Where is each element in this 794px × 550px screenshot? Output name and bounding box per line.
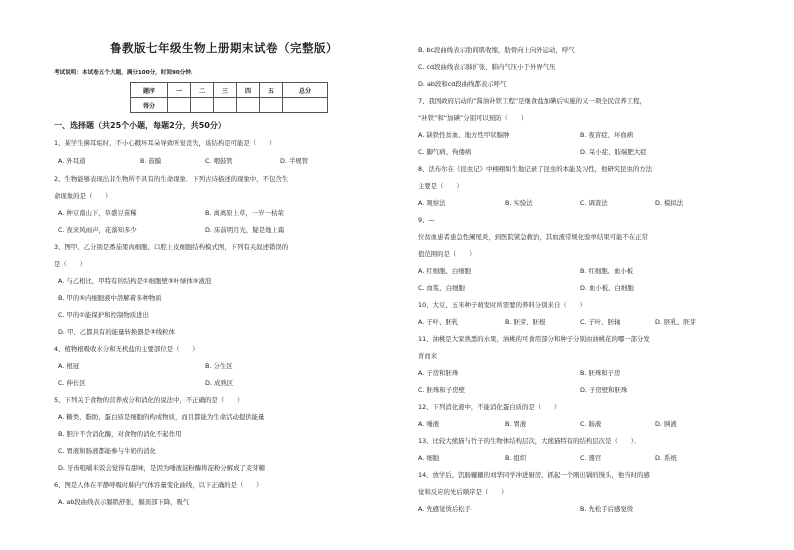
table-cell xyxy=(168,98,191,113)
option: C. 咽鼓管 xyxy=(205,157,233,165)
table-cell xyxy=(283,98,328,113)
option: A. 与乙相比，甲特有的结构是①细胞壁③叶绿体⑤液泡 xyxy=(58,277,212,285)
option: D. 甲、乙都具有的能量转换器是③线粒体 xyxy=(58,328,175,336)
table-cell: 一 xyxy=(168,83,191,98)
table-cell: 得分 xyxy=(131,98,168,113)
option: C. 器官 xyxy=(580,454,602,462)
option: A. ab段曲线表示膈肌舒张，膈顶部下降，吸气 xyxy=(58,498,190,506)
option: B. 红细胞、血小板 xyxy=(580,267,634,275)
question-text: 育而来 xyxy=(418,352,438,360)
question-text: 14、放学后，饥肠辘辘的刘华同学冲进厨房，抓起一个刚出锅的馒头，他当时的感 xyxy=(418,471,650,479)
option: B. bc段曲线表示肋间肌收缩，肋骨向上向外运动，呼气 xyxy=(418,46,575,54)
option: B. 胆汁不含消化酶，对食物的消化不起作用 xyxy=(58,430,182,438)
option: B. 鼓膜 xyxy=(140,157,162,165)
option: C. 血浆、白细胞 xyxy=(418,284,465,292)
table-cell: 题序 xyxy=(131,83,168,98)
option: B. 组织 xyxy=(505,454,527,462)
option: A. 外耳道 xyxy=(58,157,86,165)
option: C. 肠液 xyxy=(580,420,602,428)
option: D. 呆小症、肢端肥大症 xyxy=(580,148,647,156)
option: C. 子叶、胚轴 xyxy=(580,318,621,326)
question-text: 5、下列关于食物的营养成分和消化的说法中，不正确的是（ ） xyxy=(54,396,244,404)
option: D. 成熟区 xyxy=(205,379,234,387)
question-text: 11、油桃是大家熟悉的水果，油桃的可食用部分和种子分别由油桃花的哪一部分发 xyxy=(418,335,650,343)
option: B. 实验法 xyxy=(505,199,533,207)
option: B. 胚芽、胚根 xyxy=(505,318,546,326)
option: D. 胰液 xyxy=(655,420,677,428)
option: C. 甲的①能保护和控制物质进出 xyxy=(58,311,149,319)
option: A. 先感觉烫后松手 xyxy=(418,505,472,513)
option: D. 半规管 xyxy=(280,157,309,165)
option: D. 牙齿咀嚼米饭会觉得有甜味，是因为唾液淀粉酶将淀粉分解成了麦芽糖 xyxy=(58,464,266,472)
option: A. 唾液 xyxy=(418,420,440,428)
table-row xyxy=(131,83,328,98)
option: C. cd段曲线表示肺扩张，肺内气压小于外界气压 xyxy=(418,63,556,71)
table-cell: 二 xyxy=(191,83,214,98)
option: A. 种豆南山下，草盛豆苗稀 xyxy=(58,209,137,217)
question-text: “补铁”和“加碘”分别可以预防（ ） xyxy=(418,114,528,122)
question-text: 13、比较大熊猫与竹子的生物体结构层次，大熊猫特有的结构层次是（ ）． xyxy=(418,437,641,445)
option: C. 脚气病、佝偻病 xyxy=(418,148,472,156)
option: D. 床前明月光，疑是地上霜 xyxy=(205,226,285,234)
question-text: 3、图甲、乙分别是番茄果肉细胞、口腔上皮细胞结构模式图，下列有关叙述错误的 xyxy=(54,243,289,251)
option: A. 糖类、脂肪、蛋白质是细胞的构成物质，而且都能为生命活动提供能量 xyxy=(58,413,265,421)
table-cell: 总分 xyxy=(283,83,328,98)
option: A. 子房和胚珠 xyxy=(418,369,459,377)
option: D. 血小板、白细胞 xyxy=(580,284,634,292)
option: B. 胚珠和子房 xyxy=(580,369,621,377)
option: D. 系统 xyxy=(655,454,677,462)
question-text: 值范围的是（ ） xyxy=(418,250,476,258)
option: B. 胃液 xyxy=(505,420,527,428)
option: C. 胚珠和子房壁 xyxy=(418,386,465,394)
question-text: 1、某学生擤耳垢时，不小心戳坏耳朵导致听觉丧失，该结构是可能是（ ） xyxy=(54,139,276,147)
question-text: 是（ ） xyxy=(54,260,86,268)
option: D. 模拟法 xyxy=(655,199,684,207)
option: C. 调查法 xyxy=(580,199,608,207)
question-text: 8、法布尔在《昆虫记》中栩栩如生地记录了昆虫的本能及习性，他研究昆虫的方法 xyxy=(418,165,653,173)
page-title: 鲁教版七年级生物上册期末试卷（完整版） xyxy=(110,41,338,55)
question-text: 9、— xyxy=(418,216,435,224)
question-text: 命现象的是（ ） xyxy=(54,192,112,200)
option: A. 细胞 xyxy=(418,454,440,462)
question-text: 10、大豆、玉米种子萌发时所需要的养料分别来自（ ） xyxy=(418,301,586,309)
table-cell xyxy=(260,98,283,113)
option: D. ab段和cd段曲线都表示呼气 xyxy=(418,80,507,88)
option: C. 胃液和肠液都能参与牛奶的消化 xyxy=(58,447,156,455)
option: B. 夜盲症、坏血病 xyxy=(580,131,634,139)
option: C. 夜来风雨声，花落知多少 xyxy=(58,226,137,234)
question-text: 6、图是人体在平静呼吸时肺内气体容量变化曲线，以下正确的是（ ） xyxy=(54,481,263,489)
question-text: 主要是（ ） xyxy=(418,182,463,190)
section-heading: 一、选择题（共25个小题，每题2分，共50分） xyxy=(54,121,226,130)
table-cell xyxy=(237,98,260,113)
option: B. 离离原上草，一岁一枯荣 xyxy=(205,209,284,217)
table-row xyxy=(131,98,328,113)
question-text: 位贫血患者患急性阑尾炎，到医院紧急救治，其血液常规化验单结果可能不在正常 xyxy=(418,233,649,241)
option: B. 先松手后感觉烫 xyxy=(580,505,634,513)
option: D. 子房壁和胚珠 xyxy=(580,386,628,394)
table-cell xyxy=(214,98,237,113)
option: A. 子叶、胚乳 xyxy=(418,318,459,326)
option: A. 根冠 xyxy=(58,362,80,370)
option: A. 红细胞、白细胞 xyxy=(418,267,472,275)
score-table xyxy=(130,82,328,113)
question-text: 12、下列消化液中，不能消化蛋白质的是（ ） xyxy=(418,403,561,411)
option: B. 分生区 xyxy=(205,362,233,370)
option: B. 甲的⑤内细胞液中溶解着多种物质 xyxy=(58,294,162,302)
question-text: 觉和反应的先后顺序是（ ） xyxy=(418,488,508,496)
question-text: 2、生物能够表现出非生物所不具有的生命现象．下列古诗描述的现象中，不包含生 xyxy=(54,175,289,183)
exam-note: 考试说明：本试卷五个大题，满分100分，时间90分钟． xyxy=(54,70,197,76)
table-cell: 四 xyxy=(237,83,260,98)
option: A. 观察法 xyxy=(418,199,446,207)
option: A. 缺铁性贫血、地方性甲状腺肿 xyxy=(418,131,510,139)
option: D. 胚乳、胚芽 xyxy=(655,318,696,326)
table-cell: 三 xyxy=(214,83,237,98)
table-cell xyxy=(191,98,214,113)
question-text: 4、植物根吸收水分和无机盐的主要部位是（ ） xyxy=(54,345,199,353)
option: C. 伸长区 xyxy=(58,379,86,387)
question-text: 7、我国政府启动的“酱油补铁工程”是继食盐加碘后实施的又一项全民营养工程， xyxy=(418,97,646,105)
table-cell: 五 xyxy=(260,83,283,98)
